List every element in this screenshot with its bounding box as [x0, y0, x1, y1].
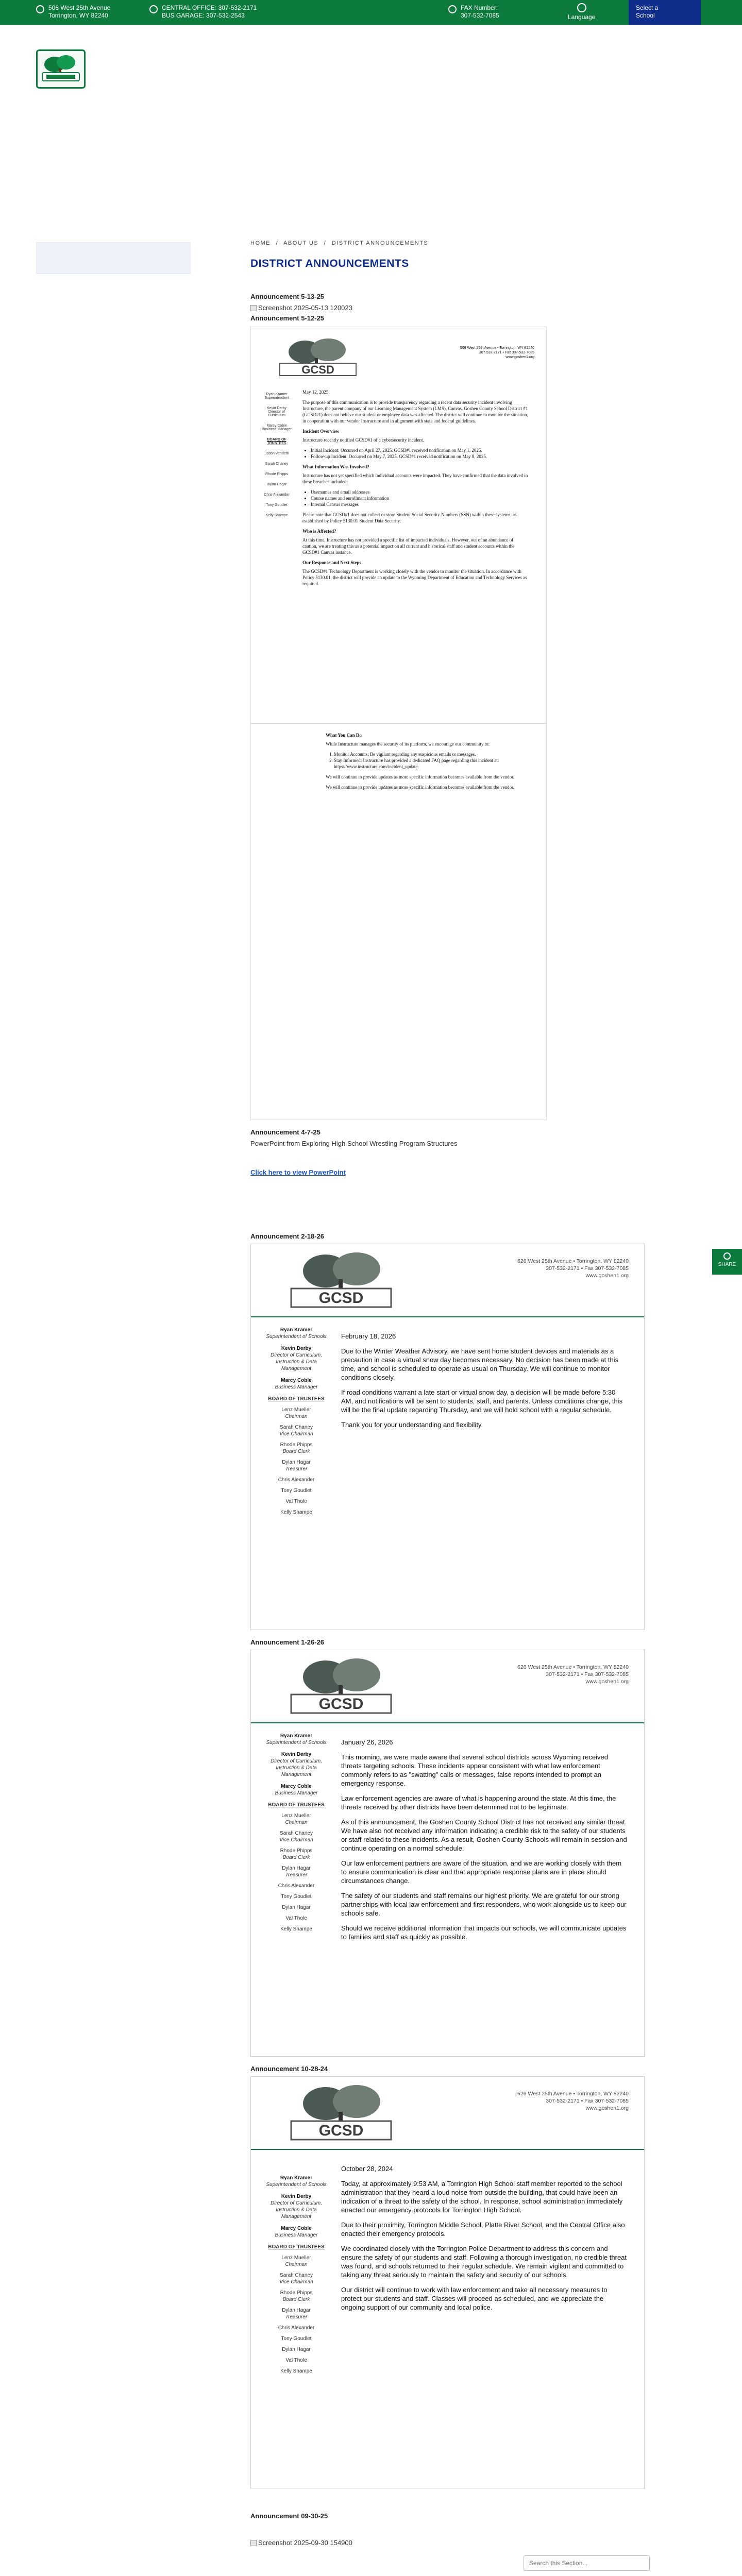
board-member-name: Dylan Hagar — [282, 2308, 311, 2313]
board-member-name: Dylan Hagar — [282, 1460, 311, 1465]
letter-divider — [251, 1316, 644, 1317]
breadcrumb-current: DISTRICT ANNOUNCEMENTS — [331, 240, 429, 246]
svg-text:GCSD: GCSD — [318, 1696, 364, 1713]
letter-paragraph: Law enforcement agencies are aware of what is happening around the state. At this time, the threats received by other districts have been determined not to be legitimate. — [341, 1794, 616, 1811]
letter-body — [302, 389, 529, 591]
language-label: Language — [568, 13, 596, 21]
announcement-heading: Announcement 10-28-24 — [250, 2065, 328, 2073]
section-nav-panel — [36, 242, 191, 274]
announcement-heading: Announcement 1-26-26 — [250, 1638, 325, 1646]
letter-address: 626 West 25th Avenue • Torrington, WY 82240 307-532-2171 • Fax 307-532-7085 www.goshen1.org — [517, 1258, 629, 1279]
letter-list-item: • Course names and enrollment information — [311, 495, 529, 501]
letter-list-item: • Usernames and email addresses — [311, 489, 529, 495]
topbar-phone[interactable] — [149, 4, 257, 20]
board-member-role: Treasurer — [285, 1872, 308, 1878]
board-member-role: Board Clerk — [282, 1855, 310, 1860]
letter-paragraph: Due to their proximity, Torrington Middle School, Platte River School, and the Central Office also enacted their emergency protocols. — [341, 2221, 625, 2238]
letter-scan-page-1 — [250, 327, 547, 723]
letter-address: 626 West 25th Avenue • Torrington, WY 82240 307-532-2171 • Fax 307-532-7085 www.goshen1.org — [517, 1664, 629, 1685]
letter-list-item: 1. Monitor Accounts: Be vigilant regarding any suspicious emails or messages. — [334, 751, 532, 757]
letter-body — [341, 2164, 629, 2318]
board-heading: BOARD OF TRUSTEES — [268, 1396, 325, 1402]
letter-divider — [251, 1722, 644, 1723]
letter-paragraph: Our district will continue to work with law enforcement and take all necessary measures to protect our students and staff. Classes will proceed as scheduled, and we appreciate the ongoing support of our community and local police. — [341, 2286, 608, 2311]
letter-sidebar — [260, 2175, 332, 2379]
sidebar-entry: Marcy Coble Business Manager — [262, 424, 292, 431]
board-member-name: Tony Goudlet — [281, 1488, 312, 1494]
image-alt-text: Screenshot 2025-05-13 120023 — [258, 304, 352, 312]
board-heading: BOARD OF TRUSTEES — [268, 1802, 325, 1808]
broken-image — [250, 2539, 352, 2547]
board-member-role: Board Clerk — [282, 1449, 310, 1454]
letter-list-item: • Initial Incident: Occurred on April 27, 2025. GCSD#1 received notification on May 1, 2025. — [311, 447, 529, 453]
letter-oct-2024 — [250, 2076, 645, 2488]
letter-list-item: • Internal Canvas messages — [311, 501, 529, 507]
bus-garage-phone[interactable]: BUS GARAGE: 307-532-2543 — [162, 12, 245, 19]
announcement-heading: Announcement 4-7-25 — [250, 1128, 321, 1136]
sidebar-title: Superintendent of Schools — [266, 1334, 327, 1340]
page-title: DISTRICT ANNOUNCEMENTS — [250, 258, 409, 269]
sidebar-name: Marcy Coble — [281, 2226, 312, 2231]
announcement-heading: Announcement 5-12-25 — [250, 314, 325, 322]
letter-list-item: 2. Stay Informed: Instructure has provided a dedicated FAQ page regarding this incident at: https://www.instructure.com/incident_update — [334, 757, 532, 770]
letter-subheading: Incident Overview — [302, 429, 340, 434]
gcsd-logo — [287, 1656, 395, 1718]
map-pin-icon — [36, 5, 44, 13]
announcement-heading: Announcement 2-18-26 — [250, 1232, 325, 1240]
letter-paragraph: The safety of our students and staff remains our highest priority. We are grateful for our strong partnerships with local law enforcement and first responders, who work alongside us to keep our schools safe. — [341, 1892, 627, 1917]
sidebar-entry: Dylan Hagar — [266, 483, 287, 486]
letter-paragraph: Thank you for your understanding and flexibility. — [341, 1421, 483, 1429]
sidebar-name: Kevin Derby — [281, 1346, 312, 1351]
board-member-name: Rhode Phipps — [280, 1442, 313, 1448]
fax-label: FAX Number: — [461, 4, 498, 11]
board-member-name: Val Thole — [285, 1499, 307, 1504]
sidebar-title: Business Manager — [275, 1790, 318, 1796]
letter-date: October 28, 2024 — [341, 2165, 393, 2173]
globe-icon — [577, 3, 586, 12]
district-logo[interactable] — [36, 49, 86, 89]
gcsd-logo — [287, 1250, 395, 1312]
letter-paragraph: As of this announcement, the Goshen County School District has not received any similar threat. We have also not received any information indicating a credible risk to the safety of our students or staff related to these incidents. As a result, Goshen County Schools will remain in session and continue operating on a normal schedule. — [341, 1818, 627, 1852]
breadcrumb-separator: / — [324, 240, 327, 246]
share-icon — [723, 1252, 731, 1260]
breadcrumb-about-us[interactable]: ABOUT US — [283, 240, 319, 246]
district-logo-graphic — [39, 53, 82, 85]
section-search-input[interactable] — [524, 2555, 650, 2571]
sidebar-title: Business Manager — [275, 1384, 318, 1390]
board-member-role: Chairman — [285, 1414, 308, 1419]
sidebar-title: Superintendent of Schools — [266, 1740, 327, 1745]
board-member-name: Kelly Shampe — [280, 2368, 312, 2374]
board-member-name: Rhode Phipps — [280, 2290, 313, 2296]
sidebar-name: Ryan Kramer — [280, 2175, 313, 2181]
board-member-name: Lenz Mueller — [281, 2255, 311, 2261]
board-member-role: Chairman — [285, 1820, 308, 1825]
letter-paragraph: This morning, we were made aware that several school districts across Wyoming received threats targeting schools. These incidents appear consistent with what law enforcement commonly refers to as "swatting" calls or messages, false reports intended to prompt an emergency response. — [341, 1753, 608, 1787]
letter-paragraph: Instructure has not yet specified which individual accounts were impacted. They have confirmed that the data involved in these breaches included: — [302, 473, 528, 484]
sidebar-entry: Kelly Shampe — [265, 514, 288, 517]
letter-subheading: Who is Affected? — [302, 529, 336, 534]
view-powerpoint-link[interactable]: Click here to view PowerPoint — [250, 1168, 346, 1176]
letter-paragraph: While Instructure manages the security of its platform, we encourage our community to: — [326, 741, 490, 747]
letter-feb-2026 — [250, 1244, 645, 1630]
sidebar-heading: BOARD OF TRUSTEES — [267, 438, 286, 445]
sidebar-title: Director of Curriculum, Instruction & Data Management — [270, 1758, 323, 1777]
letter-paragraph: The purpose of this communication is to provide transparency regarding a recent data security incident involving Instructure, the parent company of our Learning Management System (LMS), Canvas. Goshen County School District #1 (GCSD#1) does not believe our student or employee data was affected. The district will continue to monitor the situation, in cooperation with our vendor Instructure and in alignment with state and federal guidelines. — [302, 400, 528, 423]
broken-image-icon — [250, 2540, 257, 2546]
sidebar-entry: Rhode Phipps — [265, 472, 288, 476]
sidebar-entry: Chris Alexander — [264, 493, 290, 497]
sidebar-title: Superintendent of Schools — [266, 2182, 327, 2188]
letter-date: February 18, 2026 — [341, 1332, 396, 1340]
letter-address: 626 West 25th Avenue • Torrington, WY 82240 307-532-2171 • Fax 307-532-7085 www.goshen1.org — [517, 2091, 629, 2111]
gcsd-logo — [277, 337, 359, 379]
letter-address: 508 West 25th Avenue • Torrington, WY 82240 307-532-2171 • Fax 307-532-7085 www.goshen1.org — [460, 346, 534, 359]
letter-sidebar — [261, 389, 292, 524]
board-member-name: Lenz Mueller — [281, 1407, 311, 1413]
svg-text:GCSD: GCSD — [301, 363, 334, 376]
letter-subheading: What Information Was Involved? — [302, 464, 369, 469]
svg-text:GCSD: GCSD — [318, 2122, 364, 2139]
board-member-name: Tony Goudlet — [281, 2336, 312, 2342]
fax-icon — [448, 5, 457, 13]
letter-paragraph: Instructure recently notified GCSD#1 of a cybersecurity incident. — [302, 437, 424, 443]
board-member-name: Sarah Chaney — [280, 2273, 313, 2278]
board-member-role: Chairman — [285, 2262, 308, 2267]
sidebar-title: Director of Curriculum, Instruction & Data Management — [270, 2200, 323, 2219]
letter-jan-2026 — [250, 1650, 645, 2057]
sidebar-name: Ryan Kramer — [280, 1733, 313, 1739]
sidebar-name: Kevin Derby — [281, 2194, 312, 2199]
board-member-name: Sarah Chaney — [280, 1831, 313, 1836]
sidebar-entry: Kevin Derby Director of Curriculum — [266, 406, 287, 417]
letter-paragraph: We will continue to provide updates as more specific information becomes available from the vendor. — [326, 774, 514, 779]
board-heading: BOARD OF TRUSTEES — [268, 2244, 325, 2250]
letter-paragraph: We coordinated closely with the Torrington Police Department to address this concern and ensure the safety of our students and staff. Following a thorough investigation, no credible threat was found, and schools returned to their regular schedule. We remain vigilant and committed to taking any threat seriously to maintain the safety and security of our schools. — [341, 2245, 627, 2279]
letter-paragraph: Due to the Winter Weather Advisory, we have sent home student devices and materials as a precaution in case a virtual snow day becomes necessary. No decision has been made at this time, and school is scheduled to operate as usual on Thursday. We will continue to monitor conditions closely. — [341, 1347, 619, 1381]
letter-subheading: What You Can Do — [326, 733, 362, 738]
sidebar-entry: Tony Goudlet — [266, 503, 288, 507]
phone-icon — [149, 5, 158, 13]
board-member-role: Vice Chairman — [279, 1837, 313, 1843]
select-school-label-2: School — [636, 12, 655, 19]
broken-image — [250, 304, 352, 312]
board-member-name: Chris Alexander — [278, 1883, 315, 1889]
board-member-role: Vice Chairman — [279, 1431, 313, 1437]
letter-paragraph: Should we receive additional information that impacts our schools, we will communicate updates to families and staff as quickly as possible. — [341, 1924, 627, 1941]
board-member-name: Val Thole — [285, 2358, 307, 2363]
central-office-phone[interactable]: CENTRAL OFFICE: 307-532-2171 — [162, 4, 257, 11]
letter-divider — [251, 2149, 644, 2150]
letter-sidebar — [260, 1733, 332, 1937]
board-member-name: Kelly Shampe — [280, 1510, 312, 1515]
breadcrumb — [250, 240, 431, 246]
board-member-name: Tony Goudlet — [281, 1894, 312, 1900]
topbar-address — [36, 4, 110, 20]
letter-body-page-2 — [326, 732, 532, 794]
sidebar-title: Business Manager — [275, 2232, 318, 2238]
fax-number: 307-532-7085 — [461, 12, 499, 19]
board-member-role: Treasurer — [285, 1466, 308, 1472]
share-label: SHARE — [718, 1262, 736, 1267]
board-member-name: Val Thole — [285, 1916, 307, 1921]
letter-paragraph: If road conditions warrant a late start or virtual snow day, a decision will be made before 5:30 AM, and notifications will be sent to students, staff, and parents. Unless conditions change, this will be the final update regarding Thursday, and we will hold school with a regular schedule. — [341, 1388, 623, 1414]
board-member-name: Rhode Phipps — [280, 1848, 313, 1854]
board-member-name: Lenz Mueller — [281, 1813, 311, 1819]
letter-list-item: • Follow-up Incident: Occurred on May 7, 2025. GCSD#1 received notification on May 8, 2025. — [311, 453, 529, 460]
announcement-heading: Announcement 09-30-25 — [250, 2512, 328, 2520]
gcsd-logo — [287, 2083, 395, 2145]
letter-paragraph: Today, at approximately 9:53 AM, a Torrington High School staff member reported to the school administration that they heard a loud noise from outside the building, that could have been an indication of a threat to the safety of the school. In response, school administration immediately enacted our emergency protocols for Torrington High School. — [341, 2180, 623, 2214]
letter-date: May 12, 2025 — [302, 389, 329, 395]
board-member-role: Board Clerk — [282, 2297, 310, 2302]
select-school-button[interactable] — [629, 0, 701, 25]
breadcrumb-separator: / — [276, 240, 279, 246]
board-member-name: Chris Alexander — [278, 1477, 315, 1483]
svg-text:GCSD: GCSD — [318, 1290, 364, 1307]
board-member-name: Sarah Chaney — [280, 1425, 313, 1430]
announcement-text: PowerPoint from Exploring High School Wrestling Program Structures — [250, 1140, 458, 1147]
sidebar-name: Ryan Kramer — [280, 1327, 313, 1333]
board-member-role: Treasurer — [285, 2314, 308, 2320]
select-school-label-1: Select a — [636, 4, 659, 11]
letter-paragraph: We will continue to provide updates as more specific information becomes available from the vendor. — [326, 785, 514, 790]
board-member-role: Vice Chairman — [279, 2279, 313, 2285]
board-member-name: Dylan Hagar — [282, 1905, 311, 1910]
letter-body — [341, 1738, 629, 1947]
share-button[interactable] — [712, 1249, 742, 1275]
board-member-name: Dylan Hagar — [282, 2347, 311, 2352]
sidebar-title: Director of Curriculum, Instruction & Data Management — [270, 1352, 323, 1371]
letter-paragraph: Our law enforcement partners are aware of the situation, and we are working closely with them to ensure communication is clear and that appropriate response plans are in place should circumstances change. — [341, 1859, 622, 1885]
sidebar-name: Marcy Coble — [281, 1378, 312, 1383]
address-line-2: Torrington, WY 82240 — [48, 12, 108, 19]
letter-paragraph: At this time, Instructure has not provided a specific list of impacted individuals. However, out of an abundance of caution, we are treating this as a potential impact on all current and historical staff and student accounts within the GCSD#1 Canvas instance. — [302, 537, 515, 555]
letter-paragraph: Please note that GCSD#1 does not collect or store Student Social Security Numbers (SSN) within these systems, as established by Policy 5130.01 Student Data Security. — [302, 512, 517, 523]
sidebar-name: Kevin Derby — [281, 1752, 312, 1757]
sidebar-name: Marcy Coble — [281, 1784, 312, 1789]
letter-paragraph: The GCSD#1 Technology Department is working closely with the vendor to monitor the situation. In accordance with Policy 5130.01, the district will provide an update to the Wyoming Department of Education and Technology Services as required. — [302, 569, 527, 586]
letter-date: January 26, 2026 — [341, 1738, 393, 1746]
board-member-name: Kelly Shampe — [280, 1926, 312, 1932]
announcement-heading: Announcement 5-13-25 — [250, 293, 325, 300]
top-utility-bar — [0, 0, 742, 25]
letter-scan-page-2 — [250, 723, 547, 1120]
letter-subheading: Our Response and Next Steps — [302, 560, 361, 565]
address-line-1: 508 West 25th Avenue — [48, 4, 111, 11]
image-alt-text: Screenshot 2025-09-30 154900 — [258, 2539, 352, 2547]
broken-image-icon — [250, 305, 257, 311]
letter-sidebar — [260, 1327, 332, 1520]
board-member-name: Dylan Hagar — [282, 1866, 311, 1871]
topbar-fax — [448, 4, 499, 20]
language-selector[interactable] — [568, 3, 595, 21]
letter-body — [341, 1332, 629, 1435]
sidebar-entry: Ryan Kramer Superintendent — [264, 393, 289, 400]
board-member-name: Chris Alexander — [278, 2325, 315, 2331]
sidebar-entry: Sarah Chaney — [265, 462, 289, 466]
breadcrumb-home[interactable]: HOME — [250, 240, 271, 246]
sidebar-entry: Jason Vendetti — [265, 452, 289, 455]
